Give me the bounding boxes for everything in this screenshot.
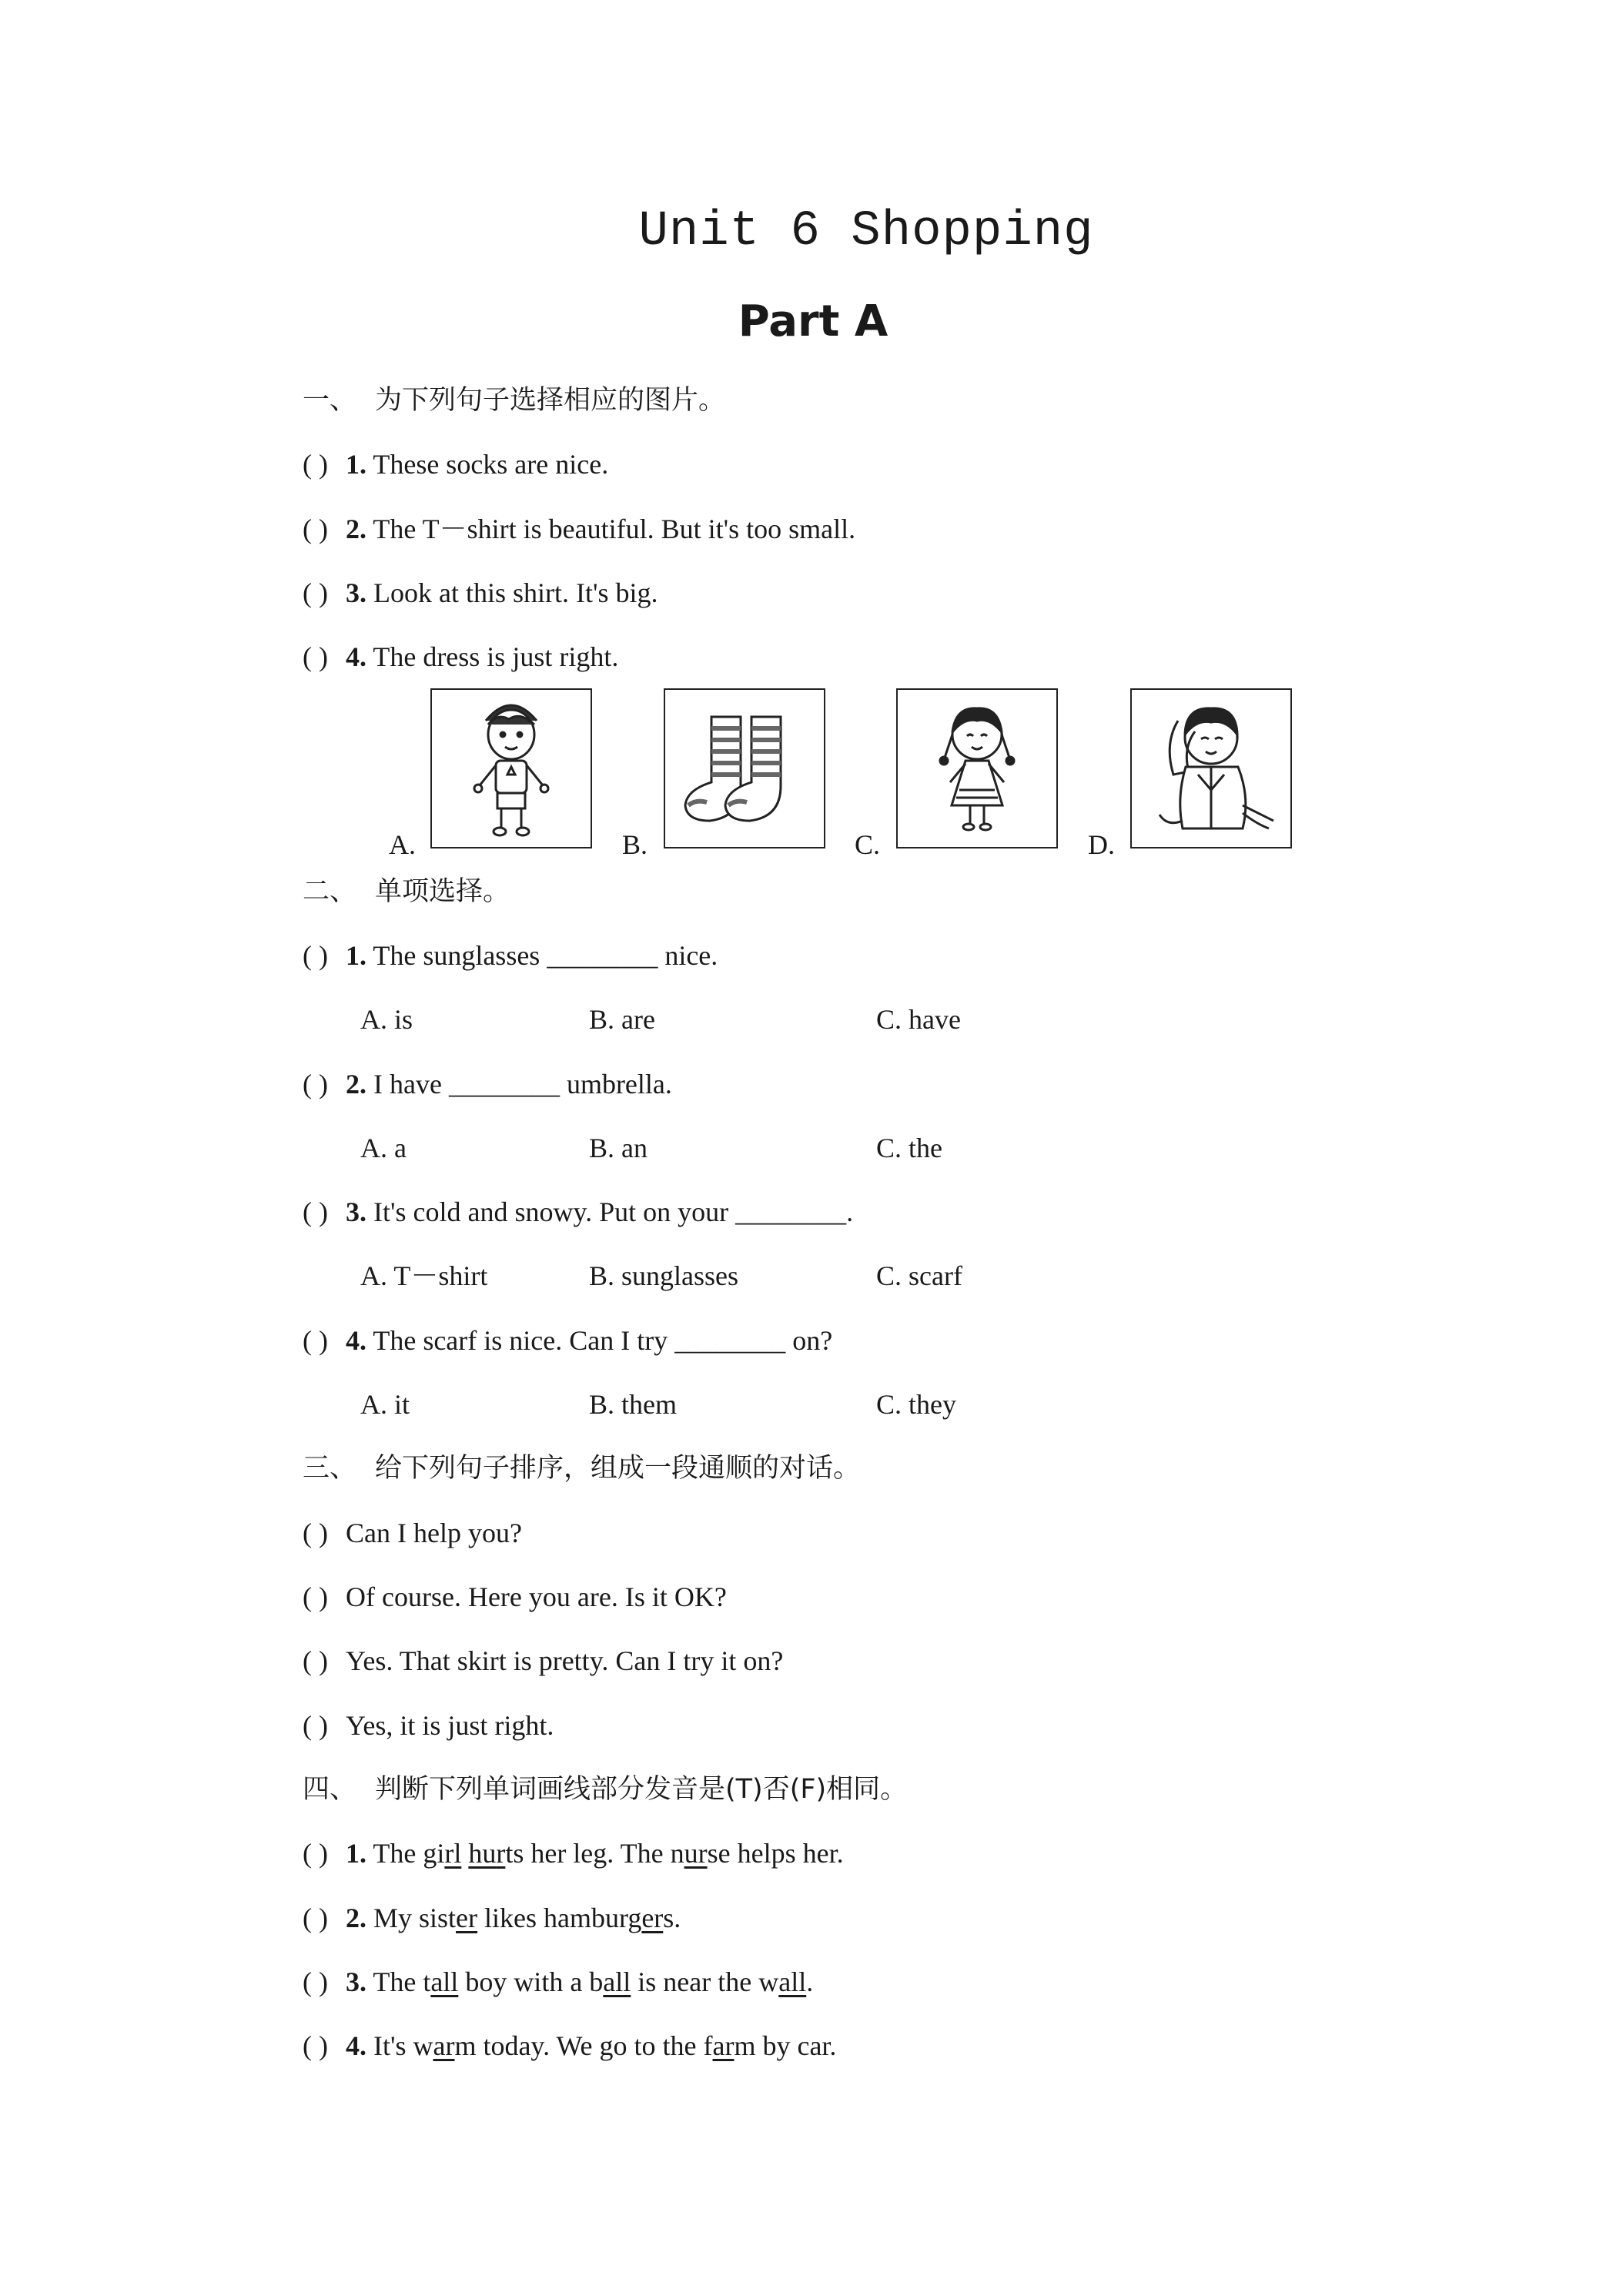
picture-label-d: D. xyxy=(1088,829,1115,860)
picture-label-c: C. xyxy=(855,829,881,860)
s2-question-3: ( ) 3. It's cold and snowy. Put on your ________. xyxy=(303,1197,854,1227)
picture-b-socks xyxy=(664,688,825,848)
s4-question-4: ( ) 4. It's warm today. We go to the farm by car. xyxy=(303,2030,837,2061)
option-c[interactable]: C. have xyxy=(876,1004,961,1035)
page-title: Unit 6 Shopping xyxy=(638,204,1094,259)
s3-item-1: ( ) Can I help you? xyxy=(303,1518,522,1548)
option-c[interactable]: C. the xyxy=(876,1133,942,1163)
section-3-heading: 三、 给下列句子排序，组成一段通顺的对话。 xyxy=(303,1453,861,1484)
option-c[interactable]: C. they xyxy=(876,1389,956,1420)
option-a[interactable]: A. is xyxy=(360,1004,413,1035)
option-c[interactable]: C. scarf xyxy=(876,1260,962,1291)
option-b[interactable]: B. them xyxy=(589,1389,677,1420)
s2-q4-options xyxy=(0,1385,1623,1424)
option-b[interactable]: B. an xyxy=(589,1133,648,1163)
s4-question-2: ( ) 2. My sister likes hamburgers. xyxy=(303,1903,681,1933)
option-a[interactable]: A. it xyxy=(360,1389,410,1420)
picture-c-girl-in-dress xyxy=(896,688,1058,848)
s2-q3-options xyxy=(0,1257,1623,1295)
section-1-heading: 一、 为下列句子选择相应的图片。 xyxy=(303,385,726,416)
option-b[interactable]: B. are xyxy=(589,1004,655,1035)
s2-question-1: ( ) 1. The sunglasses ________ nice. xyxy=(303,940,718,971)
s2-q2-options xyxy=(0,1129,1623,1167)
s1-question-3: ( ) 3. Look at this shirt. It's big. xyxy=(303,577,658,608)
s2-q1-options xyxy=(0,1000,1623,1039)
s3-item-2: ( ) Of course. Here you are. Is it OK? xyxy=(303,1581,727,1612)
page-subtitle: Part A xyxy=(738,296,888,346)
option-a[interactable]: A. a xyxy=(360,1133,407,1163)
section-4-heading: 四、 判断下列单词画线部分发音是(T)否(F)相同。 xyxy=(303,1774,908,1805)
picture-d-boy-in-big-shirt xyxy=(1130,688,1292,848)
section-2-heading: 二、 单项选择。 xyxy=(303,876,510,907)
picture-a-boy-in-small-tshirt xyxy=(430,688,592,848)
s3-item-3: ( ) Yes. That skirt is pretty. Can I try it on? xyxy=(303,1645,784,1676)
s1-question-1: ( ) 1. These socks are nice. xyxy=(303,449,609,480)
picture-label-a: A. xyxy=(389,829,416,860)
s2-question-4: ( ) 4. The scarf is nice. Can I try ________ on? xyxy=(303,1325,833,1356)
s3-item-4: ( ) Yes, it is just right. xyxy=(303,1710,554,1741)
s4-question-3: ( ) 3. The tall boy with a ball is near the wall. xyxy=(303,1966,814,1997)
option-b[interactable]: B. sunglasses xyxy=(589,1260,739,1291)
picture-label-b: B. xyxy=(622,829,648,860)
s4-question-1: ( ) 1. The girl hurts her leg. The nurse helps her. xyxy=(303,1838,844,1869)
s1-question-4: ( ) 4. The dress is just right. xyxy=(303,641,619,672)
s1-question-2: ( ) 2. The T－shirt is beautiful. But it's too small. xyxy=(303,514,856,544)
s2-question-2: ( ) 2. I have ________ umbrella. xyxy=(303,1069,672,1099)
option-a[interactable]: A. T－shirt xyxy=(360,1260,488,1291)
